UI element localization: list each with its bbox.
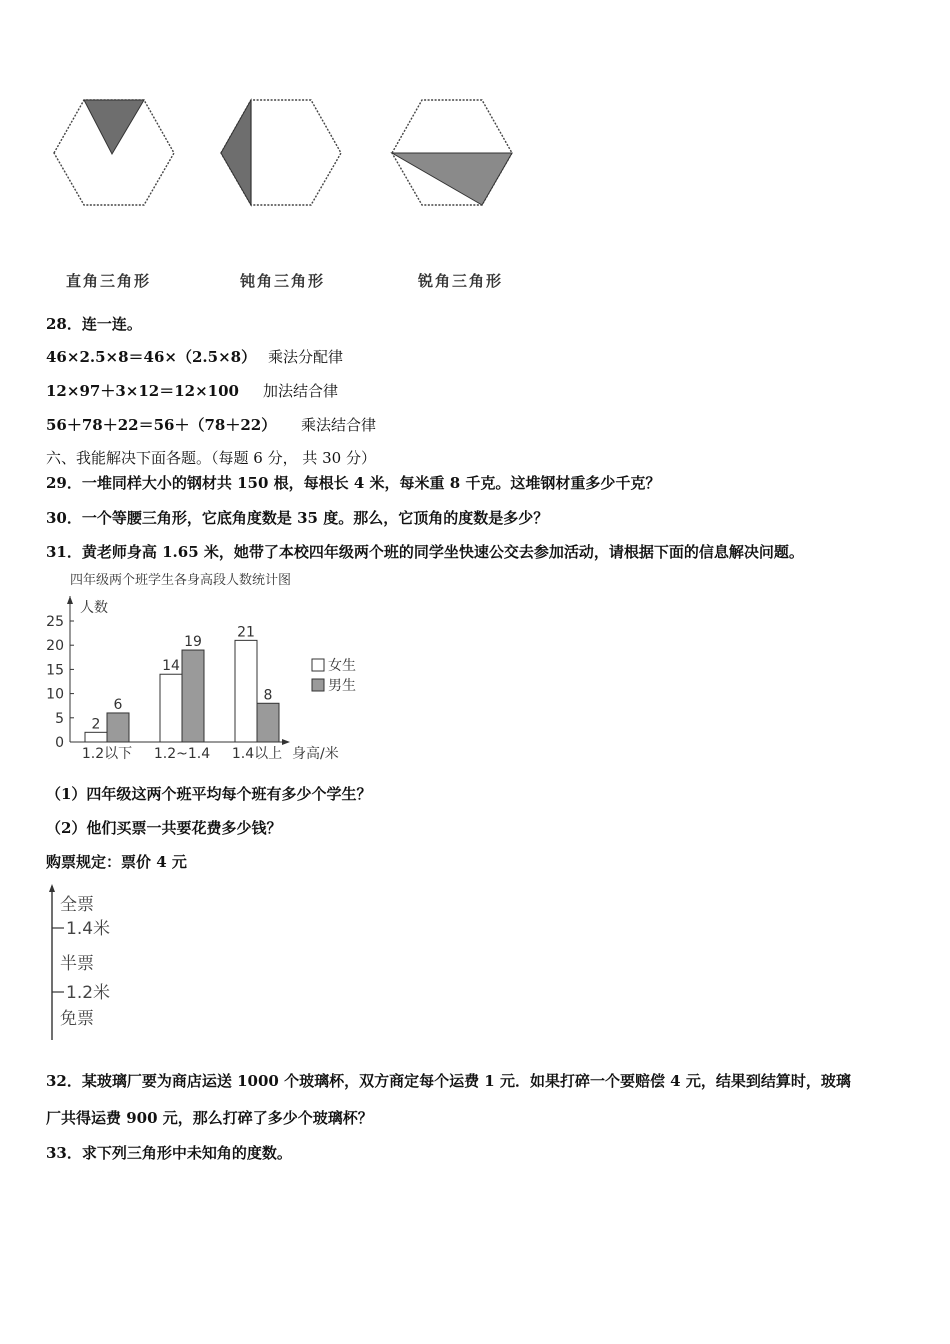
- y-axis-label: 人数: [80, 600, 108, 616]
- x-tick-label: 1.2~1.4: [153, 746, 211, 762]
- chart-legend: [312, 657, 356, 694]
- legend-swatch-boys: [312, 679, 324, 691]
- hexagon-acute-triangle: [392, 100, 512, 205]
- y-axis-arrow: [67, 596, 73, 604]
- ticket-mark-2: 1.2米: [66, 983, 111, 1003]
- hexagon-right-triangle: [54, 100, 174, 205]
- x-axis-arrow: [282, 739, 290, 745]
- bar-value-label: 6: [113, 696, 123, 713]
- q28-law-3: 乘法结合律: [301, 416, 377, 434]
- q28-expr-1: 46×2.5×8＝46×（2.5×8）: [46, 348, 257, 366]
- q31-sub2: （2）他们买票一共要花费多少钱？: [46, 819, 282, 837]
- hexagon-figures: [40, 90, 540, 215]
- q32-line2: 厂共得运费 900 元，那么打碎了多少个玻璃杯？: [46, 1109, 373, 1127]
- x-axis-label: 身高/米: [292, 746, 339, 762]
- ticket-height-diagram: [40, 880, 180, 1045]
- q31-sub1: （1）四年级这两个班平均每个班有多少个学生？: [46, 785, 372, 803]
- q28-expr-2: 12×97＋3×12＝12×100: [46, 382, 239, 400]
- ticket-mark-1: 1.4米: [66, 919, 111, 939]
- q28-law-2: 加法结合律: [263, 382, 339, 400]
- ticket-half-label: 半票: [60, 954, 94, 974]
- bar-value-label: 14: [162, 658, 180, 675]
- ticket-axis-arrow: [49, 884, 55, 892]
- y-tick-label: 25: [46, 614, 64, 630]
- height-distribution-chart: [40, 566, 360, 766]
- y-tick-label: 0: [55, 735, 64, 751]
- q28-title: 28．连一连。: [46, 315, 142, 333]
- bar-girls-2: [160, 674, 182, 742]
- bar-value-label: 2: [91, 716, 101, 733]
- section-six-title: 六、我能解决下面各题。（每题 6 分， 共 30 分）: [46, 449, 376, 467]
- y-tick-label: 15: [46, 662, 64, 679]
- q30-text: 30．一个等腰三角形，它底角度数是 35 度。那么，它顶角的度数是多少？: [46, 509, 549, 527]
- bar-girls-3: [235, 640, 257, 742]
- bar-girls-1: [85, 732, 107, 742]
- y-tick-label: 5: [55, 710, 64, 727]
- ticket-full-label: 全票: [60, 895, 94, 915]
- x-tick-label: 1.4以上: [231, 746, 283, 762]
- chart-title: 四年级两个班学生各身高段人数统计图: [70, 573, 292, 588]
- q29-text: 29．一堆同样大小的钢材共 150 根，每根长 4 米，每米重 8 千克。这堆钢材重多少千克？: [46, 474, 661, 492]
- hexagon-caption-obtuse: 钝角三角形: [240, 272, 326, 290]
- legend-label-girls: 女生: [328, 658, 356, 674]
- q28-law-1: 乘法分配律: [268, 348, 344, 366]
- y-tick-label: 20: [46, 638, 64, 655]
- bar-boys-2: [182, 650, 204, 742]
- legend-label-boys: 男生: [328, 678, 356, 694]
- q31-text: 31．黄老师身高 1.65 米，她带了本校四年级两个班的同学坐快速公交去参加活动，请根据下面的信息解决问题。: [46, 543, 804, 561]
- legend-swatch-girls: [312, 659, 324, 671]
- bar-value-label: 21: [237, 624, 255, 641]
- bar-boys-1: [107, 713, 129, 742]
- hexagon-obtuse-triangle: [221, 100, 341, 205]
- ticket-rule: 购票规定：票价 4 元: [46, 853, 187, 871]
- bar-value-label: 19: [184, 634, 202, 651]
- bar-value-label: 8: [263, 687, 273, 704]
- q32-line1: 32．某玻璃厂要为商店运送 1000 个玻璃杯，双方商定每个运费 1 元．如果打碎一个要赔偿 4 元，结果到结算时，玻璃: [46, 1072, 851, 1090]
- ticket-free-label: 免票: [60, 1009, 94, 1029]
- q28-expr-3: 56＋78＋22＝56＋（78＋22）: [46, 416, 277, 434]
- y-tick-label: 10: [46, 686, 64, 703]
- bar-boys-3: [257, 703, 279, 742]
- x-tick-label: 1.2以下: [81, 746, 133, 762]
- hexagon-caption-acute: 锐角三角形: [418, 272, 504, 290]
- hexagon-caption-right: 直角三角形: [66, 272, 152, 290]
- q33-text: 33．求下列三角形中未知角的度数。: [46, 1144, 292, 1162]
